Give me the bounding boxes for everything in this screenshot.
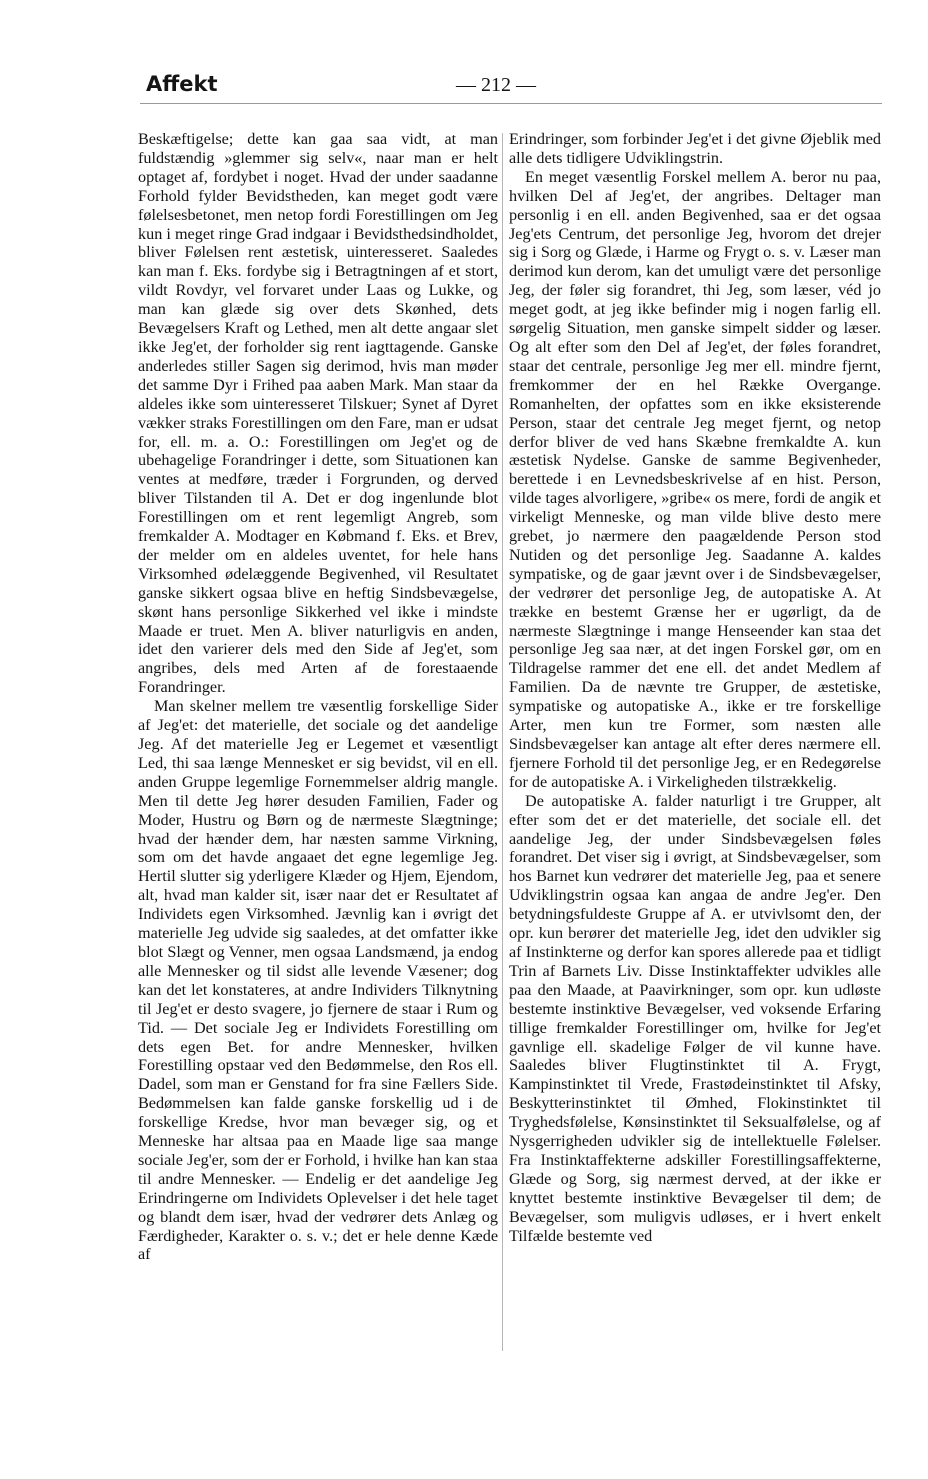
paragraph: De autopatiske A. falder naturligt i tre Grupper, alt efter som det er det materielle, det sociale ell. det aandelige Jeg, der under Sindsbevægelsen føles forandret. Det viser sig i øvrigt, at Sindsbevægelser, som hos Barnet kun vedrører det materielle Jeg, paa et senere Udviklingstrin ogsaa kan angaa de andre Jeg'er. Den betydningsfuldeste Gruppe af A. er utvivlsomt den, der opr. kun berører det materielle Jeg, idet den udvikler sig af Instinkterne og derfor kan spores allerede paa et tidligt Trin af Barnets Liv. Disse Instinktaffekter udvikles alle paa den Maade, at Paavirkninger, som opr. kun udløste bestemte instinktive Bevægelser, ved voksende Erfaring tillige fremkalder Forestillinger om, hvilke for Jeg'et gavnlige ell. skadelige Følger de vil kunne have. Saaledes bliver Flugtinstinktet til A. Frygt, Kampinstinktet til Vrede, Frastødeinstinktet til Afsky, Beskytterinstinktet til Ømhed, Flokinstinktet til Tryghedsfølelse, Kønsinstinktet til Seksualfølelse, og af Nysgerrigheden udvikler sig de intellektuelle Følelser. Fra Instinktaffekterne adskiller Forestillingsaffekterne, Glæde og Sorg, sig nærmest derved, at der ikke er knyttet bestemte instinktive Bevægelser til dem; de Bevægelser, som muligvis udløses, er i hvert enkelt Tilfælde bestemte ved [509,791,881,1245]
running-header [146,68,881,102]
column-divider [502,133,503,1351]
paragraph: Beskæftigelse; dette kan gaa saa vidt, at man fuldstændig »glemmer sig selv«, naar man er helt optaget af, fordybet i noget. Hvad der under saadanne Forhold fylder Bevidstheden, kan meget godt være følelsesbetonet, men netop fordi Forestillingen om Jeg kun i meget ringe Grad indgaar i Bevidsthedsindholdet, bliver Følelsen rent æstetisk, uinteresseret. Saaledes kan man f. Eks. fordybe sig i Betragtningen af et stort, vildt Rovdyr, vel forvaret under Laas og Lukke, og man kan glæde sig over dets Skønhed, dets Bevægelsers Kraft og Lethed, men alt dette angaar slet ikke Jeg'et, der forholder sig rent iagttagende. Ganske anderledes stiller Sagen sig derimod, hvis man møder det samme Dyr i Frihed paa aaben Mark. Man staar da aldeles ikke som uinteresseret Tilskuer; Synet af Dyret vækker straks Forestillingen om den Fare, man er udsat for, ell. m. a. O.: Forestillingen om Jeg'et og de ubehagelige Forandringer i dette, som Situationen kan ventes at medføre, træder i Forgrunden, og derved bliver Tilstanden til A. Det er dog ingenlunde blot Forestillingen om et rent legemligt Angreb, som fremkalder A. Modtager en Købmand f. Eks. et Brev, der melder om en aldeles uventet, for hele hans Virksomhed ødelæggende Begivenhed, vil Resultatet ganske sikkert ogsaa blive en heftig Sindsbevægelse, skønt hans personlige Sikkerhed vel ikke i mindste Maade er truet. Men A. bliver naturligvis en anden, idet den varierer dels med den Side af Jeg'et, som angribes, dels med Arten af de forestaaende Forandringer. [138,130,498,697]
page-number: — 212 — [456,74,536,96]
running-head-word: Affekt [146,72,218,96]
text-column-right [509,130,881,1245]
paragraph: Erindringer, som forbinder Jeg'et i det givne Øjeblik med alle dets tidligere Udviklingstrin. [509,130,881,167]
header-rule [140,103,882,104]
paragraph: En meget væsentlig Forskel mellem A. beror nu paa, hvilken Del af Jeg'et, der angribes. Deltager man personlig i en ell. anden Begivenhed, saa er det ogsaa Jeg'ets Centrum, det personlige Jeg, hvorom det drejer sig i Sorg og Glæde, i Harme og Frygt o. s. v. Læser man derimod kun derom, kan det umuligt være det personlige Jeg, der føler sig forandret, thi Jeg, som læser, véd jo meget godt, at jeg ikke befinder mig i nogen farlig ell. sørgelig Situation, men ganske simpelt sidder og læser. Og alt efter som den Del af Jeg'et, der føles forandret, staar det centrale, personlige Jeg mer ell. mindre fjernt, fremkommer der en hel Række Overgange. Romanhelten, der opfattes som en ikke eksisterende Person, staar det centrale Jeg meget fjernt, og netop derfor bliver de ved hans Skæbne fremkaldte A. kun æstetisk Nydelse. Ganske de samme Begivenheder, berettede i en Levnedsbeskrivelse af en hist. Person, vilde tages alvorligere, »gribe« os mere, fordi de angik et virkeligt Menneske, og man vilde blive desto mere grebet, jo nærmere den paagældende Person stod Nutiden og det personlige Jeg. Saadanne A. kaldes sympatiske, og de gaar jævnt over i de Sindsbevægelser, der vedrører det personlige Jeg, de autopatiske A. At trække en bestemt Grænse her er ugørligt, da de nærmeste Slægtninge i mange Henseender kan staa det personlige Jeg saa nær, at det ingen Forskel gør, om en Tildragelse rammer det ene ell. det andet Medlem af Familien. Da de nævnte tre Grupper, de æstetiske, sympatiske og autopatiske A., ikke er tre forskellige Arter, men kun tre Former, som næsten alle Sindsbevægelser kan antage alt efter deres nærmere ell. fjernere Forhold til det personlige Jeg, er en Redegørelse for de autopatiske A. i Virkeligheden tilstrækkelig. [509,167,881,791]
text-column-left [138,130,498,1264]
paragraph: Man skelner mellem tre væsentlig forskellige Sider af Jeg'et: det materielle, det sociale og det aandelige Jeg. Af det materielle Jeg er Legemet et væsentligt Led, thi saa længe Mennesket er sig bevidst, vil en ell. anden Gruppe legemlige Fornemmelser aldrig mangle. Men til dette Jeg hører desuden Familien, Fader og Moder, Hustru og Børn og de nærmeste Slægtninge; hvad der hænder dem, har næsten samme Virkning, som om det havde angaaet det egne legemlige Jeg. Hertil slutter sig yderligere Klæder og Hjem, Ejendom, alt, hvad man kalder sit, især naar det er Resultatet af Individets egen Virksomhed. Jævnlig kan i øvrigt det materielle Jeg udvide sig saaledes, at det omfatter ikke blot Slægt og Venner, men ogsaa Landsmænd, ja endog alle Mennesker og til sidst alle levende Væsener; dog kan det let konstateres, at andre Individers Tilknytning til Jeg'et er desto svagere, jo fjernere de staar i Rum og Tid. — Det sociale Jeg er Individets Forestilling om dets egen Bet. for andre Mennesker, hvilken Forestilling opstaar ved den Bedømmelse, den Ros ell. Dadel, som man er Genstand for fra sine Fællers Side. Bedømmelsen kan falde ganske forskellig ud i de forskellige Kredse, hvor man bevæger sig, og et Menneske har altsaa paa en Maade lige saa mange sociale Jeg'er, som der er Forhold, i hvilke han kan staa til andre Mennesker. — Endelig er det aandelige Jeg Erindringerne om Individets Oplevelser i det hele taget og blandt dem især, hvad der vedrører dets Anlæg og Færdigheder, Karakter o. s. v.; det er hele denne Kæde af [138,697,498,1264]
